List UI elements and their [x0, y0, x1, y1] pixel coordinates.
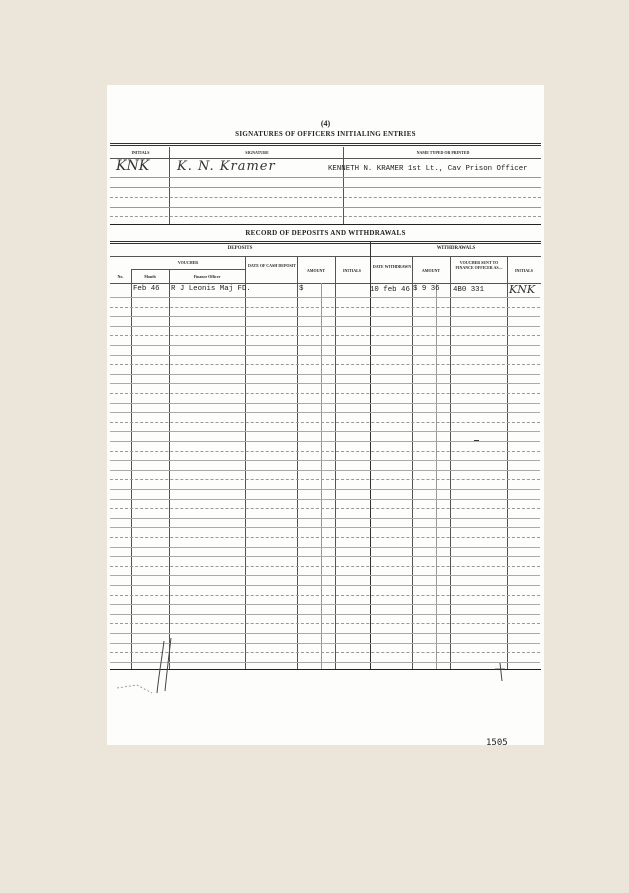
col-divider [436, 283, 437, 669]
col-divider [335, 256, 336, 669]
record-top-rule [110, 241, 541, 244]
sig-col-divider [343, 147, 344, 224]
ledger-row-line [110, 460, 540, 461]
ledger-row-line [110, 451, 540, 452]
ledger-row-line [110, 326, 540, 327]
section-label-rule [110, 256, 541, 257]
ink-mark [474, 440, 479, 441]
ledger-row-line [110, 508, 540, 509]
ledger-row-line [110, 489, 540, 490]
ledger-row-line [110, 383, 540, 384]
deposits-section-label: DEPOSITS [227, 246, 253, 251]
ledger-row-line [110, 431, 540, 432]
col-divider [321, 283, 322, 669]
signatures-row-rule [110, 187, 541, 188]
col-divider [169, 269, 170, 669]
footer-stamp-number: 1505 [486, 738, 508, 748]
ledger-row-line [110, 403, 540, 404]
dep-header-month: Month [144, 274, 156, 279]
ledger-row-line [110, 355, 540, 356]
scribble-stroke [500, 663, 502, 681]
ledger-row-line [110, 585, 540, 586]
ledger-row-line [110, 527, 540, 528]
col-divider [412, 256, 413, 669]
ledger-row-line [110, 297, 540, 298]
ledger-row-line [110, 623, 540, 624]
scribble-stroke [165, 638, 171, 691]
dep-month-value: Feb 46 [133, 285, 160, 293]
ledger-row-line [110, 614, 540, 615]
wd-header-date: DATE WITHDRAWN [372, 264, 412, 269]
dep-header-no: No. [117, 274, 124, 279]
ledger-row-line [110, 412, 540, 413]
col-divider [131, 269, 132, 669]
ledger-row-line [110, 537, 540, 538]
ledger-row-line [110, 307, 540, 308]
sig-header-name: NAME TYPED OR PRINTED [416, 150, 470, 155]
signatures-title: SIGNATURES OF OFFICERS INITIALING ENTRIES [235, 130, 416, 138]
page-number: (4) [320, 119, 331, 128]
document-page [107, 85, 544, 745]
ledger-row-line [110, 422, 540, 423]
dep-header-finance-officer: Finance Officer [193, 274, 221, 279]
ledger-row-line [110, 470, 540, 471]
dep-header-date: DATE OF CASH DEPOSIT [248, 263, 296, 268]
wd-header-amount: AMOUNT [421, 268, 441, 273]
column-header-rule [110, 283, 541, 284]
record-title: RECORD OF DEPOSITS AND WITHDRAWALS [245, 229, 406, 237]
ledger-row-line [110, 374, 540, 375]
wd-voucher-value: 4B0 331 [453, 286, 485, 294]
ledger-row-line [110, 547, 540, 548]
ledger-row-line [110, 566, 540, 567]
signatures-row-rule [110, 197, 541, 198]
voucher-group-rule [131, 269, 245, 270]
wd-header-initials: INITIALS [514, 268, 533, 273]
col-divider [450, 256, 451, 669]
ledger-row-line [110, 364, 540, 365]
col-divider [507, 256, 508, 669]
ledger-row-line [110, 479, 540, 480]
signatures-top-rule [110, 143, 541, 146]
sig-header-initials: INITIALS [131, 150, 150, 155]
ledger-row-line [110, 393, 540, 394]
dep-header-amount: AMOUNT [306, 268, 326, 273]
ledger-row-line [110, 335, 540, 336]
col-divider [297, 256, 298, 669]
withdrawals-section-label: WITHDRAWALS [436, 246, 476, 251]
dep-amount-value: $ [299, 285, 304, 293]
sig-initials-value: KNK [116, 158, 150, 174]
wd-amount-value: $ 9 36 [413, 285, 440, 293]
ledger-row-line [110, 556, 540, 557]
sig-name-value: KENNETH N. KRAMER 1st Lt., Cav Prison Officer [328, 165, 528, 173]
signatures-row-rule [110, 216, 541, 217]
ledger-row-line [110, 345, 540, 346]
scribble-stroke [157, 641, 164, 693]
ledger-row-line [110, 575, 540, 576]
signatures-row-rule [110, 207, 541, 208]
wd-initials-value: KNK [509, 283, 536, 296]
ledger-row-line [110, 441, 540, 442]
col-divider [245, 256, 246, 669]
signatures-bottom-rule [110, 224, 541, 225]
scribble-stroke [117, 685, 152, 693]
ledger-row-line [110, 499, 540, 500]
sig-col-divider [169, 147, 170, 224]
signatures-header-rule [110, 158, 541, 159]
signatures-row-rule [110, 177, 541, 178]
ledger-row-line [110, 518, 540, 519]
dep-finance-officer-value: R J Leonis Maj FD. [171, 285, 251, 293]
sig-header-signature: SIGNATURE [245, 150, 269, 155]
ledger-row-line [110, 604, 540, 605]
voucher-label: VOUCHER [177, 260, 199, 265]
sig-signature-value: K. N. Kramer [177, 159, 276, 174]
wd-date-value: 10 feb 46 [370, 286, 410, 294]
dep-header-initials: INITIALS [342, 268, 361, 273]
margin-scribble-graphic [107, 633, 544, 703]
ledger-row-line [110, 316, 540, 317]
wd-header-voucher: VOUCHER SENT TO FINANCE OFFICER AS— [455, 260, 503, 270]
ledger-row-line [110, 595, 540, 596]
